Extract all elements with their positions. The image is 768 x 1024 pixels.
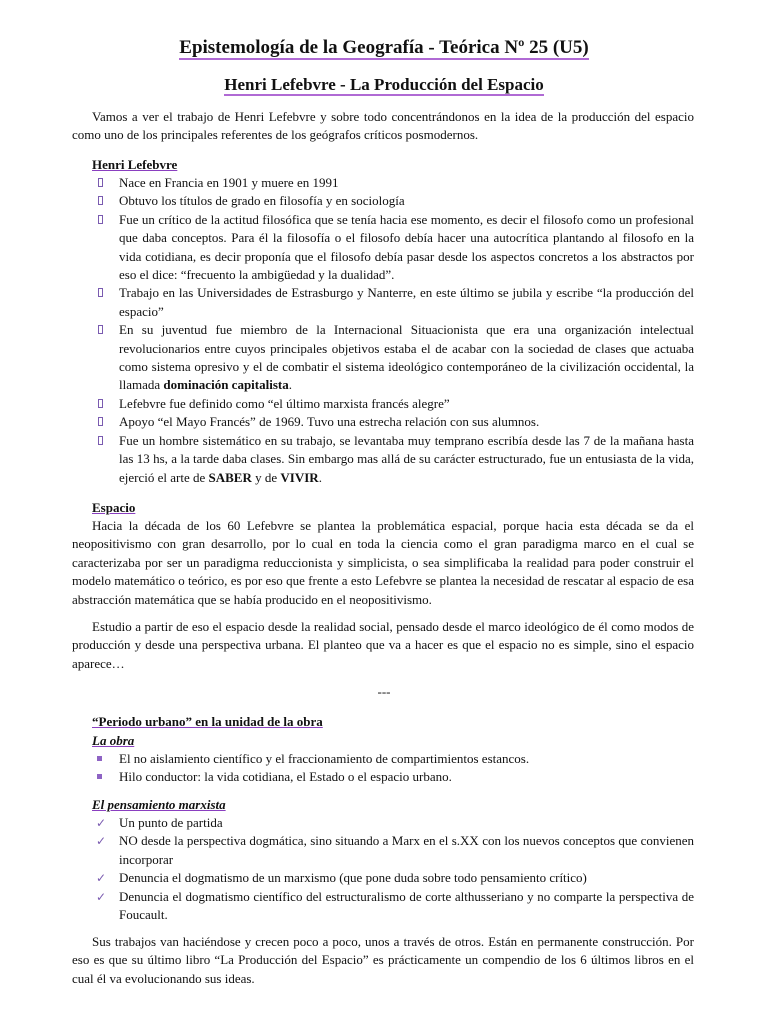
list-item: ✓ Un punto de partida	[92, 814, 694, 832]
section-separator: ---	[377, 684, 391, 699]
square-bullet-icon	[98, 288, 103, 297]
document-subtitle: Henri Lefebvre - La Producción del Espacio	[224, 75, 544, 94]
square-bullet-icon	[98, 215, 103, 224]
lefebvre-bullet-list	[92, 174, 694, 487]
checkmark-icon: ✓	[96, 816, 107, 830]
section-heading-lefebvre: Henri Lefebvre	[92, 157, 178, 172]
section-heading-espacio: Espacio	[92, 500, 136, 515]
list-item: Lefebvre fue definido como “el último marxista francés alegre”	[92, 395, 694, 413]
subheading-la-obra: La obra	[92, 733, 135, 748]
checkmark-icon: ✓	[96, 889, 107, 904]
list-item: Fue un hombre sistemático en su trabajo, se levantaba muy temprano escribía desde las 7 de la mañana hasta las 13 hs, a la tarde daba clases. Sin embargo mas allá de su carácter estructurado, fue un entusiasta de la vida, ejerció el arte de SABER y de VIVIR.	[92, 432, 694, 487]
list-item: Fue un crítico de la actitud filosófica que se tenía hacia ese momento, es decir el filosofo como un profesional que daba conceptos. Para él la filosofía o el filosofo debía hacer una autocrítica plantando al filosofo en la vida cotidiana, es decir proponía que el filosofo debía pasar desde los aspectos concretos a los abstractos por eso el dice: “frecuento la ambigüedad y la dualidad”.	[92, 211, 694, 285]
list-item: ✓ Denuncia el dogmatismo científico del estructuralismo de corte althusseriano y no comparte la perspectiva de Foucault.	[96, 888, 694, 923]
espacio-paragraph-1: Hacia la década de los 60 Lefebvre se plantea la problemática espacial, porque hacia esta década se da el neopositivismo con gran desarrollo, por lo cual en toda la ciencia como el gran paradigma marco en el cual se caracterizaba por ser un paradigma reduccionista y simplicista, o sea simplificaba la realidad para poder construir el modelo matemático o teórico, es por eso que frente a esto Lefebvre se plantea la necesidad de rescatar al espacio de esa abstracción matemática que se había producido en el neopositivismo.	[72, 518, 694, 607]
square-bullet-icon	[98, 417, 103, 426]
list-item: Obtuvo los títulos de grado en filosofía y en sociología	[92, 192, 694, 210]
subheading-pensamiento-marxista: El pensamiento marxista	[92, 797, 226, 812]
checkmark-icon: ✓	[96, 834, 107, 849]
section-heading-periodo-urbano: “Periodo urbano” en la unidad de la obra	[92, 714, 323, 729]
list-item: Nace en Francia en 1901 y muere en 1991	[92, 174, 694, 192]
square-bullet-icon	[98, 399, 103, 408]
list-item: En su juventud fue miembro de la Internacional Situacionista que era una organización intelectual revolucionarios entre cuyos principales objetivos estaba el de acabar con la sociedad de clases que actuaba como sistema opresivo y el de combatir el sistema ideológico contemporáneo de la civilización occidental, la llamada dominación capitalista.	[92, 321, 694, 395]
espacio-paragraph-2: Estudio a partir de eso el espacio desde la realidad social, pensado desde el marco ideológico de él como modos de producción y desde una perspectiva urbana. El planteo que va a hacer es que el espacio no es simple, sino el espacio aparece…	[72, 619, 694, 671]
list-item: Hilo conductor: la vida cotidiana, el Estado o el espacio urbano.	[92, 768, 694, 786]
list-item: ✓ Denuncia el dogmatismo de un marxismo (que pone duda sobre todo pensamiento crítico)	[92, 869, 694, 887]
checkmark-icon: ✓	[96, 871, 107, 886]
filled-square-bullet-icon	[97, 756, 102, 761]
filled-square-bullet-icon	[97, 774, 102, 779]
list-item: Trabajo en las Universidades de Estrasburgo y Nanterre, en este último se jubila y escribe “la producción del espacio”	[92, 284, 694, 321]
closing-paragraph: Sus trabajos van haciéndose y crecen poco a poco, unos a través de otros. Están en permanente construcción. Por eso es que su último libro “La Producción del Espacio” es prácticamente un compendio de los 6 últimos libros en el cual él va evolucionando sus ideas.	[72, 934, 694, 986]
square-bullet-icon	[98, 325, 103, 334]
square-bullet-icon	[98, 196, 103, 205]
marxista-check-list	[92, 814, 694, 924]
document-title: Epistemología de la Geografía - Teórica Nº 25 (U5)	[179, 37, 589, 58]
list-item: Apoyo “el Mayo Francés” de 1969. Tuvo una estrecha relación con sus alumnos.	[92, 413, 694, 431]
bold-term: dominación capitalista	[163, 377, 289, 393]
list-item: ✓ NO desde la perspectiva dogmática, sino situando a Marx en el s.XX con los nuevos conceptos que convienen incorporar	[96, 833, 694, 867]
intro-paragraph: Vamos a ver el trabajo de Henri Lefebvre y sobre todo concentrándonos en la idea de la producción del espacio como uno de los principales referentes de los geógrafos críticos posmodernos.	[72, 109, 694, 143]
bold-term: VIVIR	[280, 469, 319, 485]
bold-term: SABER	[208, 469, 252, 485]
obra-bullet-list	[92, 750, 694, 787]
square-bullet-icon	[98, 178, 103, 187]
square-bullet-icon	[98, 436, 103, 445]
list-item: El no aislamiento científico y el fraccionamiento de compartimientos estancos.	[92, 750, 694, 768]
